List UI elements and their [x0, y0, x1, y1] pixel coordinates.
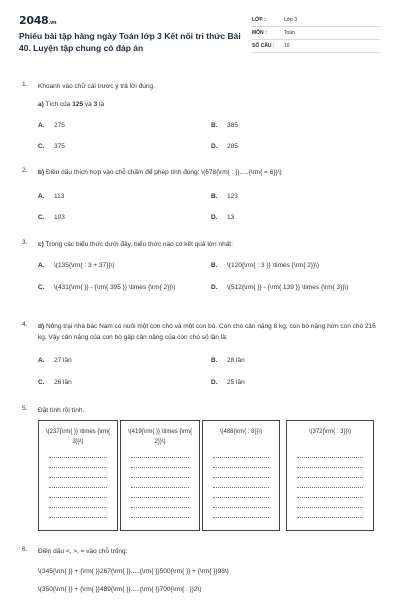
answer-line [297, 498, 363, 508]
answer-line [49, 488, 107, 498]
question-1b-text [38, 167, 282, 178]
option-letter: C. [38, 284, 45, 291]
calc-box-2[interactable] [120, 420, 200, 531]
option-text: \(135{\rm{ : 3 + 37}}\) [54, 262, 115, 269]
answer-line [213, 498, 269, 508]
q3-option-c[interactable] [38, 283, 203, 292]
question-1b-label: b) [38, 169, 45, 176]
option-letter: C. [38, 379, 45, 386]
option-letter: D. [211, 379, 218, 386]
q4-option-b[interactable] [211, 356, 245, 365]
q1a-option-c[interactable] [38, 142, 65, 151]
meta-label-class: LỚP : [252, 17, 266, 23]
answer-line [131, 508, 189, 518]
meta-row-count [252, 40, 380, 53]
answer-line [49, 498, 107, 508]
option-text: 123 [227, 193, 238, 200]
option-text: \(431{\rm{ }} - {\rm{ 395 }} \times {\rm{ 2}}\) [54, 284, 176, 291]
answer-line [213, 458, 269, 468]
q1b-option-d[interactable] [211, 213, 234, 222]
question-1a-n2: 3 [93, 101, 98, 108]
answer-line [131, 478, 189, 488]
meta-row-subject [252, 27, 380, 40]
meta-value-subject: Toán [284, 30, 295, 36]
option-letter: A. [38, 262, 45, 269]
option-letter: B. [211, 193, 218, 200]
option-text: 25 lần [227, 379, 245, 386]
site-logo[interactable] [19, 14, 56, 27]
answer-line [49, 508, 107, 518]
question-1a-mid: và [84, 101, 92, 108]
option-letter: C. [38, 143, 45, 150]
answer-line [297, 468, 363, 478]
option-text: \(512{\rm{ }} - {\rm{ 139 }} \times {\rm{ 3}}\) [227, 284, 349, 291]
answer-line [49, 458, 107, 468]
option-letter: D. [211, 284, 218, 291]
question-1-number: 1. [22, 81, 28, 88]
option-text: 385 [227, 122, 238, 129]
answer-line [131, 498, 189, 508]
question-1b-body: Điền dấu thích hợp vào chỗ chấm để phép tính đúng: \(678{\rm{ : }}.....{\rm{ = 6}}\) [45, 169, 282, 176]
answer-line [213, 488, 269, 498]
answer-line [213, 478, 269, 488]
logo-main: 2048 [19, 14, 49, 27]
meta-info-table [252, 14, 380, 53]
question-6-line-2: \(350{\rm{ }} + {\rm{ }}489{\rm{ }}.....{\rm{ }}700{\rm{ : }}2\) [38, 586, 202, 593]
calc-expression: \(488{\rm{ : 8}}\) [219, 429, 263, 435]
answer-line [213, 468, 269, 478]
meta-row-class [252, 14, 380, 27]
calc-box-4[interactable] [286, 420, 374, 531]
option-text: 113 [54, 193, 65, 200]
option-letter: D. [211, 214, 218, 221]
answer-line [297, 488, 363, 498]
option-text: 275 [54, 122, 65, 129]
question-1a-n1: 125 [72, 101, 84, 108]
meta-label-count: SỐ CÂU : [252, 43, 275, 49]
question-4-text [38, 321, 378, 343]
question-4-number: 4. [22, 321, 28, 328]
option-text: 26 lần [54, 379, 72, 386]
q3-option-d[interactable] [211, 283, 376, 292]
option-text: 13 [227, 214, 235, 221]
question-3-number: 3. [22, 239, 28, 246]
answer-line [297, 508, 363, 518]
question-3-body: Trong các biểu thức dưới đây, biểu thức nào có kết quả lớn nhất: [45, 241, 233, 248]
question-6-number: 6. [22, 546, 28, 553]
q1b-option-a[interactable] [38, 192, 64, 201]
answer-lines [49, 457, 107, 518]
answer-lines [131, 457, 189, 518]
option-text: 375 [54, 143, 65, 150]
question-1-text: Khoanh vào chữ cái trước ý trả lời đúng. [38, 83, 155, 90]
question-1a-label: a) [38, 101, 44, 108]
option-letter: C. [38, 214, 45, 221]
calc-box-1[interactable] [38, 420, 118, 531]
meta-value-count: 10 [284, 43, 290, 49]
q1b-option-b[interactable] [211, 192, 238, 201]
answer-line [49, 478, 107, 488]
question-1a-text [38, 99, 104, 110]
calc-expression: \(237{\rm{ }} \times {\rm{ 3}}\) [45, 429, 111, 445]
question-5-text: Đặt tính rồi tính. [38, 407, 85, 414]
calc-box-3[interactable] [202, 420, 280, 531]
option-letter: D. [211, 143, 218, 150]
answer-line [49, 468, 107, 478]
option-letter: A. [38, 122, 45, 129]
option-letter: B. [211, 357, 218, 364]
page-title: Phiếu bài tập hàng ngày Toán lớp 3 Kết nối tri thức Bài 40. Luyện tập chung có đáp án [19, 31, 241, 53]
answer-line [297, 458, 363, 468]
calc-expression: \(419{\rm{ }} \times {\rm{ 2}}\) [127, 429, 193, 445]
answer-lines [213, 457, 269, 518]
logo-suffix: .vn [48, 20, 57, 26]
calc-expression: \(372{\rm{ : 3}}\) [308, 429, 352, 435]
option-text: \(120{\rm{ : 3 }} \times {\rm{ 2}}\) [227, 262, 320, 269]
q3-option-b[interactable] [211, 261, 376, 270]
answer-line [131, 458, 189, 468]
question-1a-post: là [99, 101, 105, 108]
q1a-option-a[interactable] [38, 121, 65, 130]
q1a-option-b[interactable] [211, 121, 238, 130]
answer-line [297, 478, 363, 488]
option-letter: B. [211, 122, 218, 129]
question-3-label: c) [38, 241, 44, 248]
q3-option-a[interactable] [38, 261, 198, 270]
option-letter: A. [38, 193, 45, 200]
option-text: 103 [54, 214, 65, 221]
question-6-text: Điền dấu <, >, = vào chỗ trống: [38, 548, 128, 555]
answer-line [131, 468, 189, 478]
answer-line [213, 508, 269, 518]
option-letter: B. [211, 262, 218, 269]
option-text: 28 lần [227, 357, 245, 364]
q4-option-d[interactable] [211, 378, 245, 387]
option-letter: A. [38, 357, 45, 364]
question-1a-pre: Tích của [45, 101, 71, 108]
meta-label-subject: MÔN : [252, 30, 267, 36]
answer-line [131, 488, 189, 498]
question-6-line-1: \(345{\rm{ }} + {\rm{ }}267{\rm{ }}.....{\rm{ }}500{\rm{ }} + {\rm{ }}98\) [38, 568, 229, 575]
meta-value-class: Lớp 3 [284, 17, 298, 23]
answer-lines [297, 457, 363, 518]
calculation-boxes [38, 420, 378, 531]
q4-option-a[interactable] [38, 356, 72, 365]
q1b-option-c[interactable] [38, 213, 65, 222]
question-3-text [38, 239, 233, 250]
q4-option-c[interactable] [38, 378, 72, 387]
question-4-label: d) [38, 323, 45, 330]
q1a-option-d[interactable] [211, 142, 238, 151]
question-5-number: 5. [22, 405, 28, 412]
option-text: 285 [227, 143, 238, 150]
option-text: 27 lần [54, 357, 72, 364]
question-4-body: Nông trại nhà bác Nam có nuôi một con chó và một con bò. Con chó cân nặng 8 kg, con bò nặng hơn con chó 216 kg. Vậy cân nặng của con bò gấp cân nặng của con chó số lần là: [38, 323, 376, 341]
question-2-number: 2. [22, 167, 28, 174]
